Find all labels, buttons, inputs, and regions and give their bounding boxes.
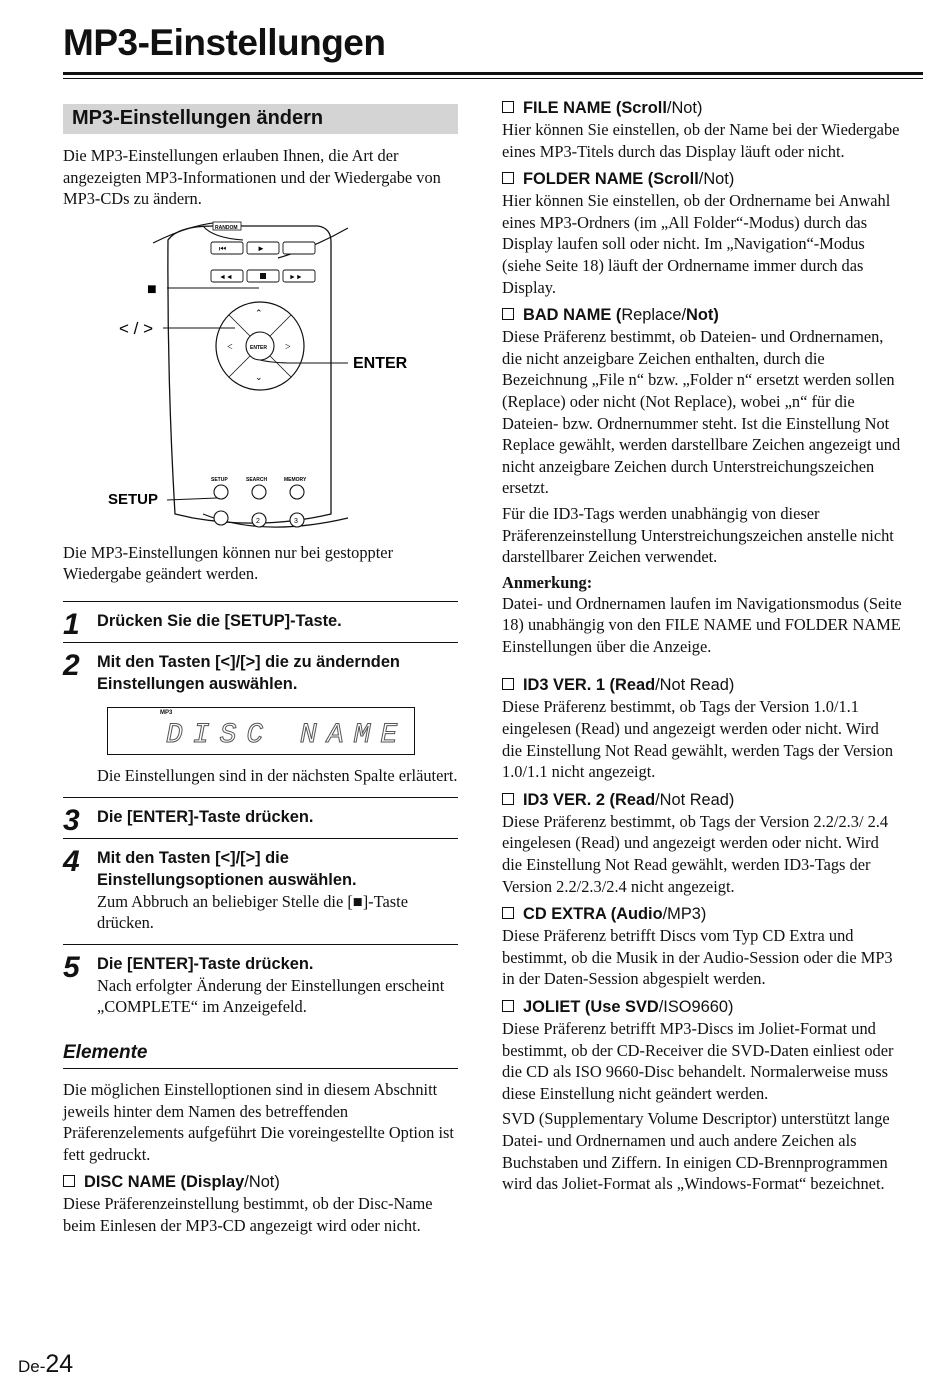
forward-icon: ►► (289, 272, 303, 281)
option-disc-name (63, 1172, 458, 1193)
step-number: 2 (63, 648, 80, 682)
digit-3-label: 3 (294, 517, 298, 525)
play-icon: ► (257, 243, 265, 253)
checkbox-bullet-icon (502, 101, 514, 113)
search-button (252, 485, 266, 499)
search-button-label: SEARCH (246, 476, 268, 483)
lcd-mp3-indicator: MP3 (160, 709, 173, 716)
step-number: 5 (63, 950, 80, 984)
lcd-text: DISC NAME (166, 719, 408, 751)
checkbox-bullet-icon (502, 1000, 514, 1012)
option-description: Diese Präferenz bestimmt, ob Tags der Version 1.0/1.1 eingelesen (Read) und angezeigt werden oder nicht. Wird die Einstellung Not Read gewählt, werden Tags der Version 1.0/1.1 nicht angezeigt. (502, 697, 894, 782)
right-column (502, 98, 902, 1195)
digit-2-label: 2 (256, 517, 260, 525)
step-4 (63, 838, 458, 944)
title-rule-thin (63, 78, 923, 79)
option-default: ID3 VER. 1 (Read (523, 676, 656, 695)
step-2 (63, 642, 458, 797)
page-number-prefix: De- (18, 1357, 46, 1376)
option-rest: /Not Read) (655, 676, 735, 695)
option-description: Diese Präferenz betrifft MP3-Discs im Joliet-Format und bestimmt, ob der CD-Receiver die SVD-Daten einliest oder die CD als ISO 9660-Disc behandelt. Normalerweise muss diese Einstellung nicht geändert werden. (502, 1019, 894, 1103)
checkbox-bullet-icon (63, 1175, 75, 1187)
step-heading: Die [ENTER]-Taste drücken. (97, 954, 314, 973)
page-title: MP3-Einstellungen (63, 22, 386, 63)
step-heading: Mit den Tasten [<]/[>] die zu ändernden Einstellungen auswählen. (97, 652, 400, 693)
checkbox-bullet-icon (502, 678, 514, 690)
step-5 (63, 944, 458, 1028)
step-heading: Mit den Tasten [<]/[>] die Einstellungsoptionen auswählen. (97, 848, 357, 889)
checkbox-bullet-icon (502, 172, 514, 184)
option-rest: /Not) (698, 170, 735, 189)
option-joliet (502, 997, 902, 1018)
step-3 (63, 797, 458, 838)
setup-button-label: SETUP (211, 476, 228, 483)
digit-1-button (214, 511, 228, 525)
option-rest: /ISO9660) (658, 998, 734, 1016)
enter-callout-label: ENTER (353, 354, 408, 372)
arrows-callout-label: < / > (119, 318, 154, 338)
option-file-name (502, 98, 902, 119)
option-rest: Replace/ (621, 306, 687, 325)
page-number (18, 1350, 73, 1379)
steps-list (63, 601, 458, 1028)
option-rest: /MP3) (662, 905, 707, 924)
option-default: FOLDER NAME (Scroll (523, 170, 699, 189)
checkbox-bullet-icon (502, 793, 514, 805)
option-cd-extra (502, 904, 902, 925)
step-number: 4 (63, 844, 80, 878)
option-default: FILE NAME (Scroll (523, 99, 667, 117)
setup-callout-label: SETUP (108, 490, 159, 508)
lcd-display (107, 707, 415, 755)
option-rest: /Not Read) (655, 790, 735, 809)
option-default: JOLIET (Use SVD (523, 998, 659, 1016)
option-description: Diese Präferenz betrifft Discs vom Typ CD Extra und bestimmt, ob die Musik in der Audio-Session oder die MP3 in der Daten-Session abgespielt werden. (502, 926, 893, 989)
note-text: Datei- und Ordnernamen laufen im Navigationsmodus (Seite 18) unabhängig von den FILE NAME und FOLDER NAME Einstellungen über die Anzeige. (502, 593, 902, 656)
remote-control-drawing (63, 218, 458, 538)
checkbox-bullet-icon (502, 308, 514, 320)
option-rest: /Not) (666, 99, 703, 117)
rewind-icon: ◄◄ (219, 272, 233, 281)
step-number: 1 (63, 607, 80, 641)
option-description: Diese Präferenz bestimmt, ob Dateien- und Ordnernamen, die nicht anzeigbare Zeichen enthalten, durch die Bezeichnung „File n“ bzw. „Folder n“ ersetzt werden sollen (Replace) oder nicht (Not Replace), wobei „n“ für die Dateien- bzw. Ordnernummer steht. Ist die Einstellung Not Replace gewählt, werden darstellbare Zeichen angezeigt und nicht anzeigbare Zeichen durch Unterstreichungszeichen ersetzt. (502, 327, 901, 498)
step-body: Zum Abbruch an beliebiger Stelle die [■]-Taste drücken. (97, 891, 408, 933)
option-rest: /Not) (244, 1173, 280, 1192)
option-default: ID3 VER. 2 (Read (523, 790, 656, 809)
option-id3-ver2 (502, 790, 902, 811)
elements-intro: Die möglichen Einstelloptionen sind in diesem Abschnitt jeweils hinter dem Namen des betreffenden Präferenzelements aufgeführt Die voreingestellte Option ist fett gedruckt. (63, 1079, 454, 1164)
step-body: Die Einstellungen sind in der nächsten Spalte erläutert. (97, 765, 458, 785)
setup-button (214, 485, 228, 499)
up-arrow-icon: ⌃ (255, 307, 263, 318)
option-description: Hier können Sie einstellen, ob der Ordnername bei Anwahl eines MP3-Ordners (im „All Folder“-Modus) durch das Display laufen soll oder nicht. Im „Navigation“-Modus (siehe Seite 18) läuft der Ordnername immer durch das Display. (502, 191, 891, 297)
option-description: Hier können Sie einstellen, ob der Name bei der Wiedergabe eines MP3-Titels durch das Display läuft oder nicht. (502, 120, 900, 161)
enter-button-label: ENTER (250, 344, 267, 351)
stop-icon (260, 273, 266, 279)
memory-button (290, 485, 304, 499)
option-description: Diese Präferenzeinstellung bestimmt, ob der Disc-Name beim Einlesen der MP3-CD angezeigt wird oder nicht. (63, 1194, 433, 1235)
option-description-2: SVD (Supplementary Volume Descriptor) unterstützt lange Datei- und Ordnernamen und auch andere Zeichen als Buchstaben und Ziffern. In einigen CD-Brennprogrammen wird das Joliet-Format als „Windows-Format“ bezeichnet. (502, 1109, 890, 1194)
step-body: Nach erfolgter Änderung der Einstellungen erscheint „COMPLETE“ im Anzeigefeld. (97, 975, 445, 1017)
title-rule-thick (63, 72, 923, 75)
option-bad-name (502, 305, 902, 326)
random-label: RANDOM (215, 224, 238, 231)
right-arrow-icon: > (285, 341, 291, 353)
down-arrow-icon: ⌄ (255, 371, 263, 382)
remote-illustration (63, 218, 458, 538)
option-default: DISC NAME (Display (84, 1173, 245, 1192)
intro-paragraph: Die MP3-Einstellungen erlauben Ihnen, die Art der angezeigten MP3-Informationen und der Wiedergabe von MP3-CDs zu ändern. (63, 146, 441, 209)
option-default: Not) (686, 306, 719, 325)
pause-button (283, 242, 315, 254)
prev-icon: ⏮ (219, 243, 227, 253)
left-arrow-icon: < (227, 341, 233, 353)
step-heading: Die [ENTER]-Taste drücken. (97, 807, 314, 826)
step-number: 3 (63, 803, 80, 837)
note-heading: Anmerkung: (502, 572, 593, 592)
option-description-2: Für die ID3-Tags werden unabhängig von dieser Präferenzeinstellung Unterstreichungszeichen anstelle nicht darstellbarer Zeichen verwendet. (502, 503, 894, 567)
option-description: Diese Präferenz bestimmt, ob Tags der Version 2.2/2.3/ 2.4 eingelesen (Read) und angezeigt werden oder nicht. Wird die Einstellung Not Read gewählt, werden ID3-Tags der Version 2.2/2.3/2.4 nicht angezeigt. (502, 811, 889, 896)
checkbox-bullet-icon (502, 907, 514, 919)
memory-button-label: MEMORY (284, 476, 307, 483)
option-default: CD EXTRA (Audio (523, 905, 663, 924)
prev-button (211, 242, 243, 254)
option-folder-name (502, 169, 902, 190)
step-1 (63, 601, 458, 642)
option-id3-ver1 (502, 675, 902, 696)
stop-callout-label: ■ (147, 280, 157, 298)
step-heading: Drücken Sie die [SETUP]-Taste. (97, 611, 342, 630)
elements-heading: Elemente (63, 1042, 458, 1069)
option-name: BAD NAME ( (523, 306, 622, 325)
stopped-note: Die MP3-Einstellungen können nur bei gestoppter Wiedergabe geändert werden. (63, 542, 394, 584)
page-number-value: 24 (45, 1350, 74, 1378)
section-heading: MP3-Einstellungen ändern (63, 104, 458, 134)
left-column (63, 104, 458, 1237)
